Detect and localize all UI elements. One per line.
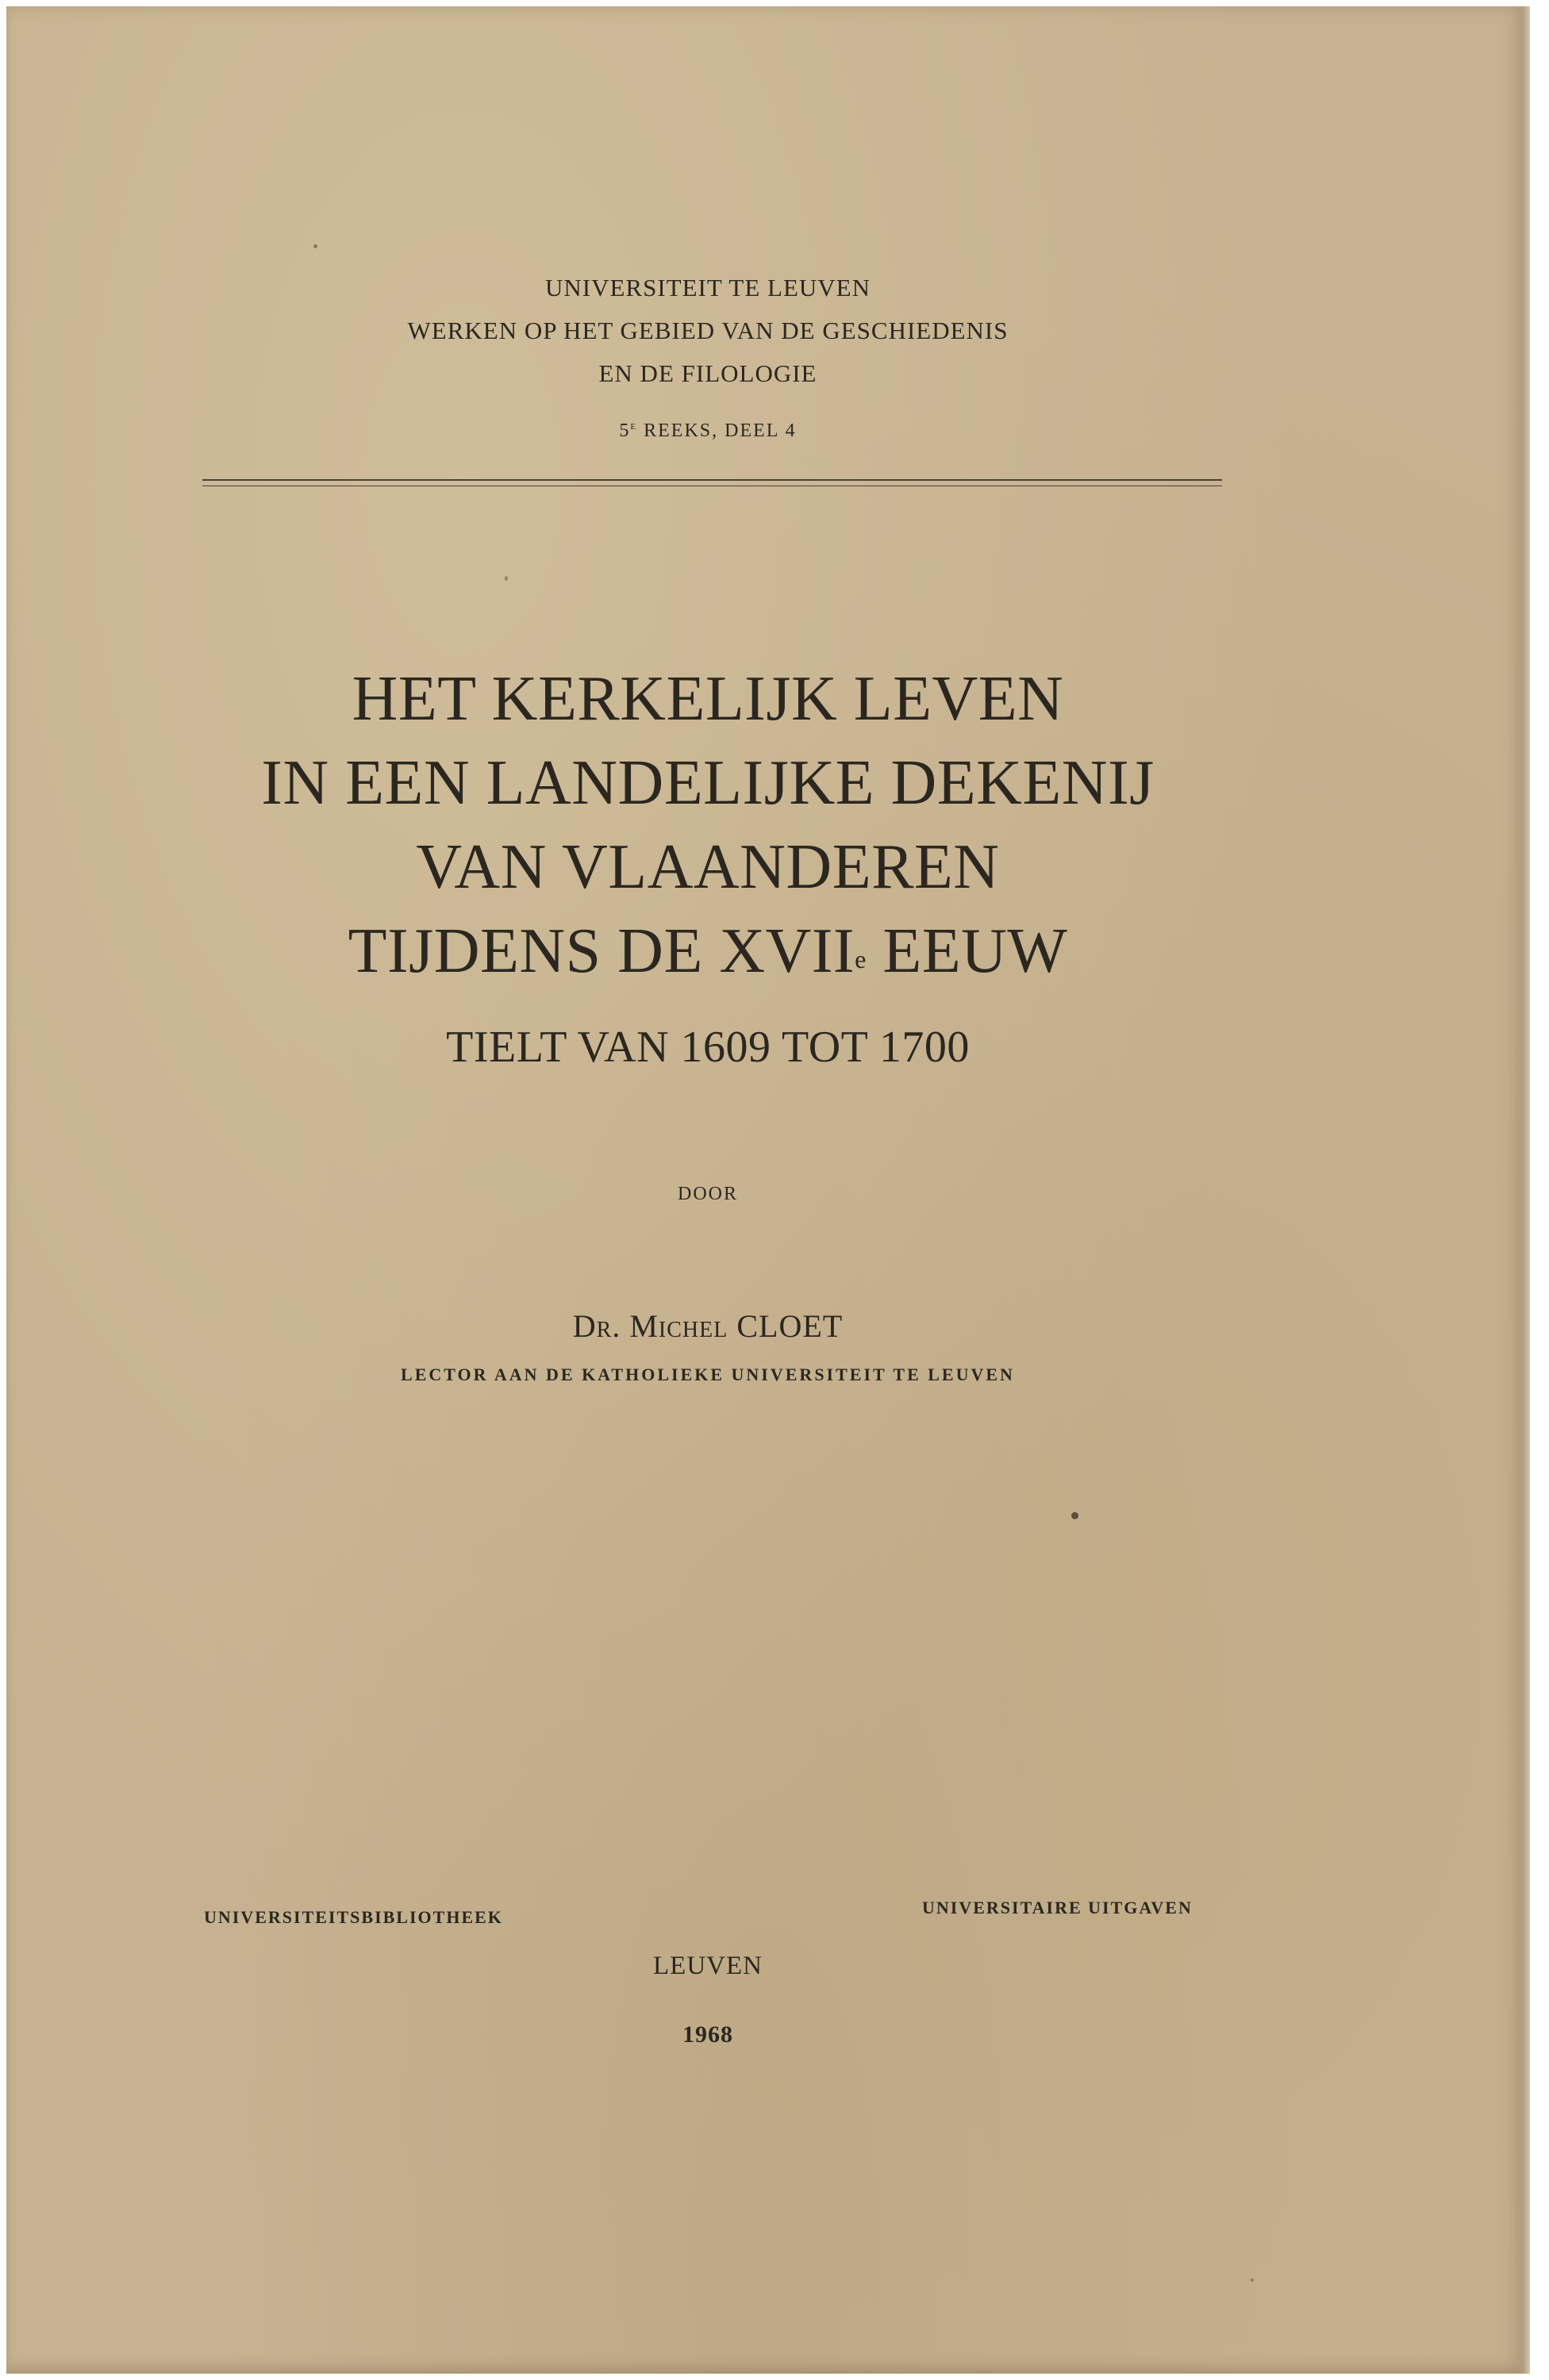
series-number-prefix: 5	[619, 420, 631, 441]
by-label: DOOR	[677, 1184, 738, 1204]
paper-speck	[505, 576, 508, 581]
page-edge	[1512, 6, 1530, 2374]
author-affiliation: LECTOR AAN DE KATHOLIEKE UNIVERSITEIT TE LEUVEN	[401, 1365, 1015, 1384]
book-subtitle: TIELT VAN 1609 TOT 1700	[446, 1023, 970, 1072]
series-number-sup: e	[630, 419, 638, 432]
series-line-3: EN DE FILOLOGIE	[598, 359, 817, 387]
book-cover	[6, 6, 1530, 2374]
author-prefix: Dr. Michel	[572, 1308, 728, 1344]
paper-speck	[313, 244, 317, 248]
series-number	[6, 419, 1409, 442]
divider-rule-top	[202, 479, 1222, 481]
series-line-2: WERKEN OP HET GEBIED VAN DE GESCHIEDENIS	[407, 317, 1009, 344]
paper-speck	[1071, 1512, 1078, 1519]
title-line-4-pre: TIJDENS DE XVII	[348, 916, 855, 986]
author-name	[6, 1307, 1409, 1345]
publication-year: 1968	[682, 2021, 733, 2048]
series-number-rest: REEKS, DEEL 4	[637, 420, 797, 441]
author-surname: CLOET	[728, 1308, 844, 1344]
book-title	[6, 657, 1409, 993]
paper-speck	[1251, 2278, 1254, 2282]
publisher-right: UNIVERSITAIRE UITGAVEN	[922, 1898, 1193, 1917]
title-line-1: HET KERKELIJK LEVEN	[352, 664, 1064, 734]
series-line-1: UNIVERSITEIT TE LEUVEN	[544, 274, 871, 301]
title-line-3: VAN VLAANDEREN	[416, 832, 1000, 902]
publication-place: LEUVEN	[653, 1952, 763, 1980]
title-line-4	[6, 909, 1409, 993]
title-line-4-post: EEUW	[866, 916, 1068, 986]
title-line-4-sup: e	[855, 945, 867, 973]
publisher-left: UNIVERSITEITSBIBLIOTHEEK	[204, 1907, 503, 1927]
title-line-2: IN EEN LANDELIJKE DEKENIJ	[261, 748, 1155, 818]
series-header	[6, 267, 1409, 395]
